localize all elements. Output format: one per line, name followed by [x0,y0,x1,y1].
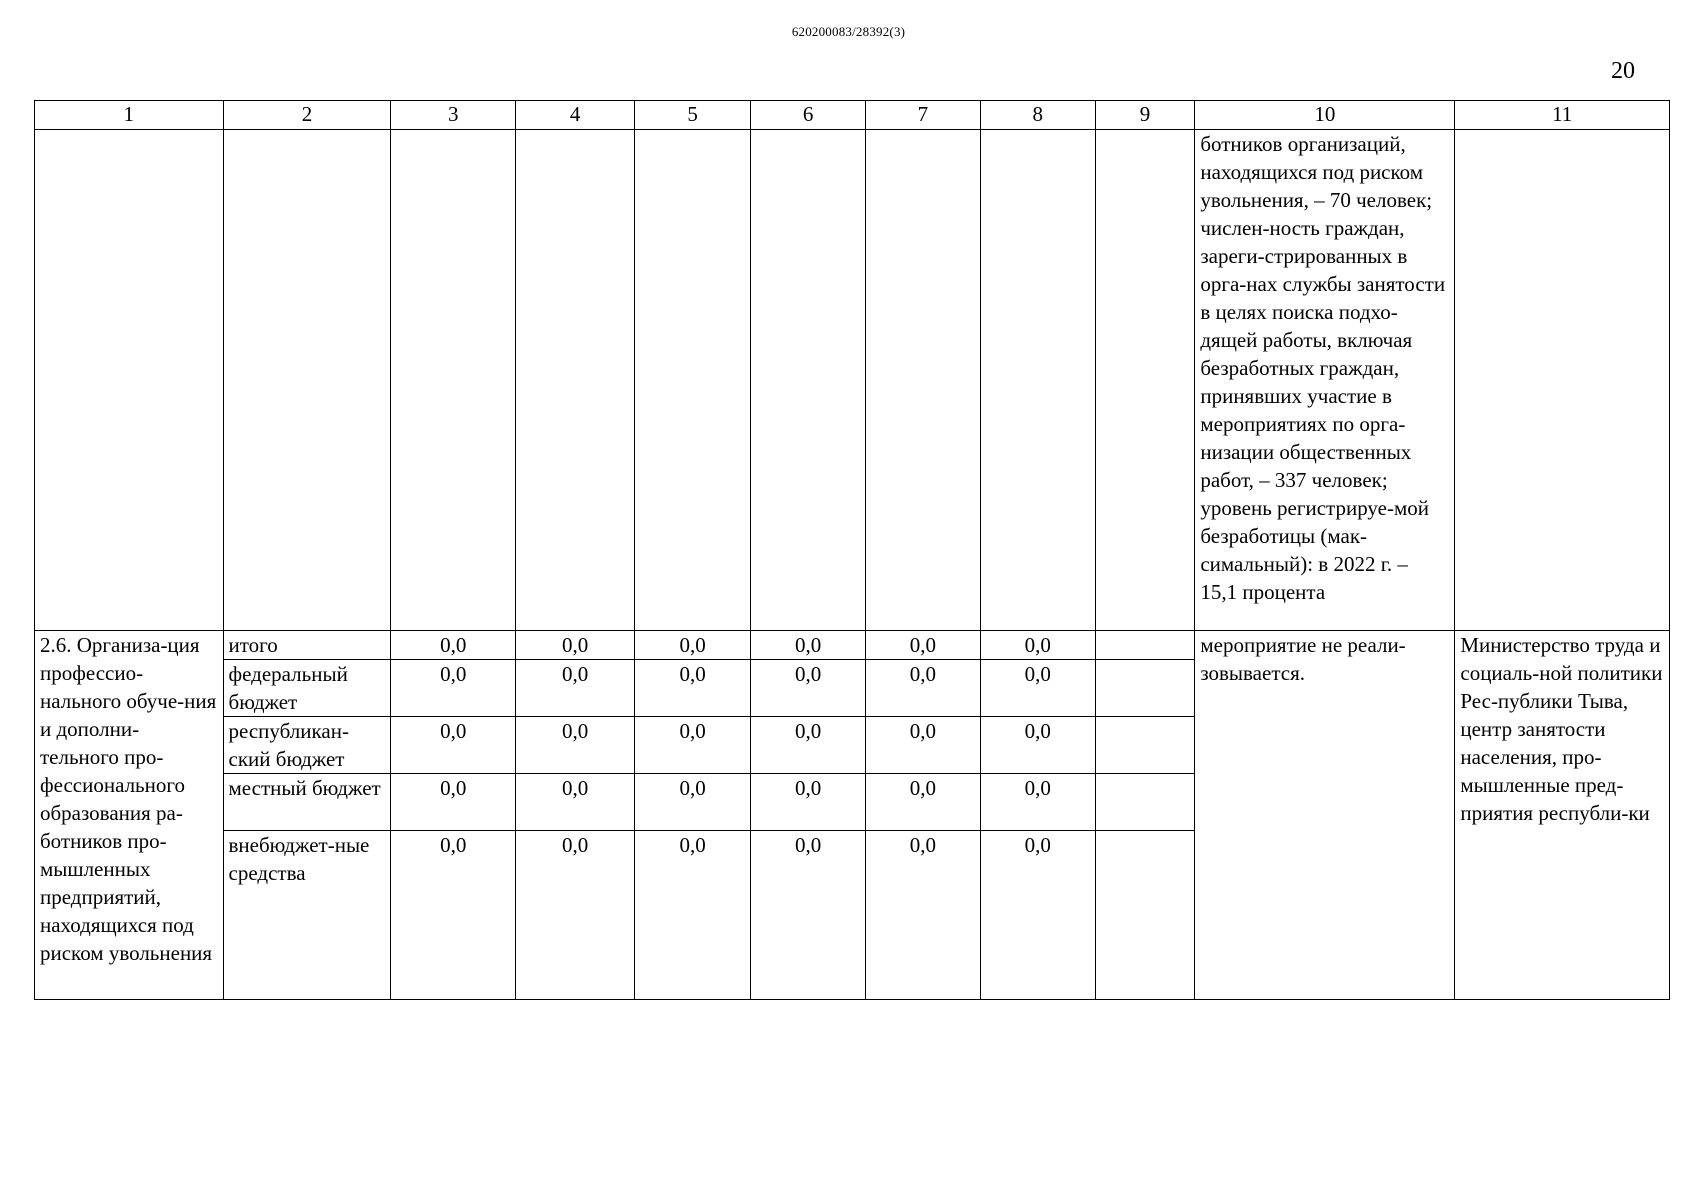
col9-cell [1095,660,1195,717]
page-number: 20 [1611,58,1635,84]
value-cell: 0,0 [635,774,751,831]
value-cell: 0,0 [751,831,866,1000]
empty-cell [1095,130,1195,631]
col9-cell [1095,774,1195,831]
column-header: 7 [865,101,980,130]
empty-cell [635,130,751,631]
column-header: 1 [35,101,224,130]
empty-cell [865,130,980,631]
value-cell: 0,0 [751,660,866,717]
col9-cell [1095,631,1195,660]
funding-source-cell: внебюджет-ные средства [223,831,391,1000]
column-header: 2 [223,101,391,130]
col9-cell [1095,717,1195,774]
funding-source-cell: республикан-ский бюджет [223,717,391,774]
value-cell: 0,0 [516,831,635,1000]
funding-source-cell: федеральный бюджет [223,660,391,717]
document-id: 620200083/28392(3) [791,24,906,39]
value-cell: 0,0 [516,717,635,774]
value-cell: 0,0 [980,631,1095,660]
value-cell: 0,0 [391,831,516,1000]
value-cell: 0,0 [635,631,751,660]
continuation-row [35,130,1670,631]
funding-source-cell: итого [223,631,391,660]
value-cell: 0,0 [516,774,635,831]
value-cell: 0,0 [865,631,980,660]
empty-cell [1455,130,1670,631]
empty-cell [223,130,391,631]
empty-cell [980,130,1095,631]
empty-cell [516,130,635,631]
value-cell: 0,0 [865,660,980,717]
funding-source-cell: местный бюджет [223,774,391,831]
value-cell: 0,0 [980,831,1095,1000]
value-cell: 0,0 [635,717,751,774]
value-cell: 0,0 [751,631,866,660]
column-header: 10 [1195,101,1455,130]
value-cell: 0,0 [865,831,980,1000]
column-header: 4 [516,101,635,130]
empty-cell [391,130,516,631]
activity-executor-cell: Министерство труда и социаль-ной политики Рес-публики Тыва, центр занятости населения, про-мышленные пред-приятия республи-ки [1455,631,1670,1000]
column-header: 5 [635,101,751,130]
empty-cell [35,130,224,631]
empty-cell [751,130,866,631]
indicator-continuation-cell: ботников организаций, находящихся под риском увольнения, – 70 человек; числен-ность граждан, зареги-стрированных в орга-нах службы занятости в целях поиска подхо-дящей работы, включая безработных граждан, принявших участие в мероприятиях по орга-низации общественных работ, – 337 человек; уровень регистрируе-мой безработицы (мак-симальный): в 2022 г. – 15,1 процента [1195,130,1455,631]
value-cell: 0,0 [980,774,1095,831]
column-header: 9 [1095,101,1195,130]
value-cell: 0,0 [865,717,980,774]
value-cell: 0,0 [516,631,635,660]
value-cell: 0,0 [391,631,516,660]
column-header: 8 [980,101,1095,130]
activity-name-cell: 2.6. Организа-ция профессио-нального обуче-ния и дополни-тельного про-фессионального образования ра-ботников про-мышленных предприятий, находящихся под риском увольнения [35,631,224,1000]
funding-row-total [35,631,1670,660]
value-cell: 0,0 [980,717,1095,774]
value-cell: 0,0 [751,774,866,831]
value-cell: 0,0 [865,774,980,831]
value-cell: 0,0 [516,660,635,717]
value-cell: 0,0 [635,831,751,1000]
col9-cell [1095,831,1195,1000]
column-header: 3 [391,101,516,130]
value-cell: 0,0 [391,774,516,831]
program-table [34,100,1670,1000]
column-header: 11 [1455,101,1670,130]
value-cell: 0,0 [391,717,516,774]
value-cell: 0,0 [635,660,751,717]
column-header: 6 [751,101,866,130]
value-cell: 0,0 [751,717,866,774]
activity-result-cell: мероприятие не реали-зовывается. [1195,631,1455,1000]
value-cell: 0,0 [980,660,1095,717]
value-cell: 0,0 [391,660,516,717]
column-number-row [35,101,1670,130]
